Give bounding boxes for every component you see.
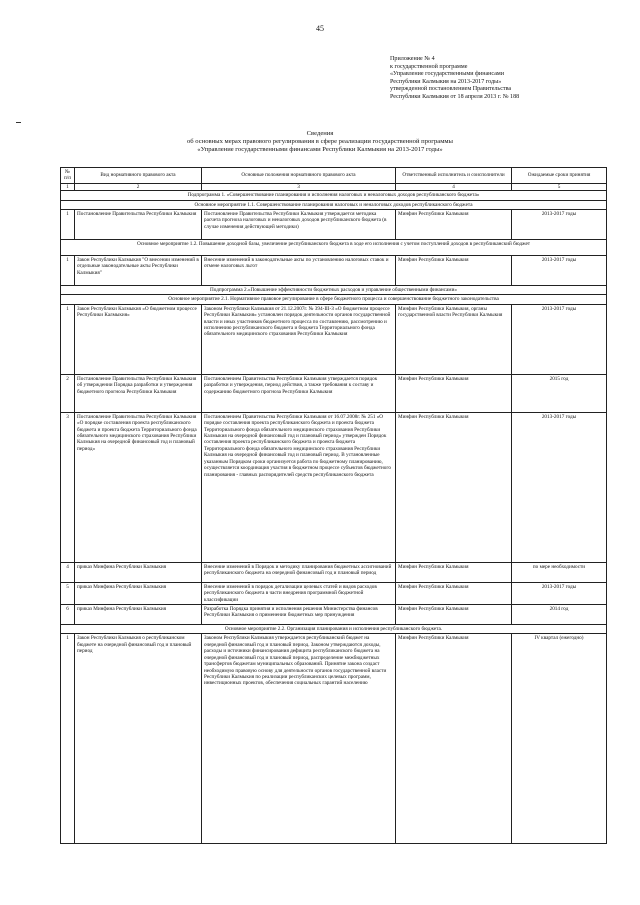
act-type-cell: приказ Минфина Республики Калмыкия: [75, 605, 202, 625]
column-number: 3: [202, 183, 396, 190]
act-type-cell: Постановление Правительства Республики Калмыкия «О порядке составления проекта республиканского бюджета и проекта бюджета Территориального фонда обязательного медицинского страхования Республики Калмыкия на очередной финансовый год и плановый период»: [75, 412, 202, 562]
title-line: об основных мерах правового регулирования в сфере реализации государственной программы: [187, 138, 453, 146]
section-row: [61, 191, 607, 200]
column-number: 4: [396, 183, 512, 190]
act-content-cell: Постановлением Правительства Республики Калмыкия от 16.07.2008г. № 251 «О порядке составления проекта республиканского бюджета и проекта бюджета Территориального фонда обязательного медицинского страхования Республики Калмыкия на очередной финансовый год и плановый период» утвержден Порядок составления проекта республиканского бюджета и проекта бюджета Территориального фонда обязательного медицинского страхования Республики Калмыкия на очередной финансовый год и плановый период. В установленные указанным Порядком сроки организуется работа по бюджетному планированию, осуществляется координация участия в бюджетном процессе субъектов бюджетного планирования - главных распорядителей средств республиканского бюджета: [202, 412, 396, 562]
term-cell: 2013-2017 годы: [512, 304, 607, 374]
column-number-row: [61, 183, 607, 190]
header-cell: Вид нормативного правового акта: [75, 168, 202, 184]
act-content-cell: Законом Республики Калмыкия утверждается республиканский бюджет на очередной финансовый год и плановый период. Законом утверждаются доходы, расходы и источники финансирования дефицита республиканского бюджета на очередной финансовый год и плановый период, распределение межбюджетных трансфертов бюджетам муниципальных образований. Принятие закона создаст необходимую правовую основу для деятельности органов государственной власти Республики Калмыкия по реализации республиканских целевых программ, инвестиционных проектов, обеспечения социальных гарантий населению: [202, 634, 396, 844]
term-cell: по мере необходимости: [512, 562, 607, 582]
act-content-cell: Внесение изменений в порядок детализации целевых статей и видов расходов республиканского бюджета в части внедрения программной бюджетной классификации: [202, 582, 396, 604]
margin-mark: [16, 122, 21, 123]
section-title: Основное мероприятие 2.1. Нормативное правовое регулирование в сфере бюджетного процесса и совершенствование бюджетного законодательства: [61, 295, 607, 304]
appendix-line: к государственной программе: [390, 63, 468, 70]
appendix-line: Республики Калмыкия на 2013-2017 годы»: [390, 78, 502, 85]
table-row: [61, 412, 607, 562]
executor-cell: Минфин Республики Калмыкия: [396, 256, 512, 286]
act-content-cell: Постановление Правительства Республики Калмыкия утверждается методика расчета прогноза налоговых и неналоговых доходов республиканского бюджета (в случае изменения действующей методики): [202, 210, 396, 240]
section-row: [61, 286, 607, 295]
table-row: [61, 562, 607, 582]
act-content-cell: Законом Республики Калмыкия от 21.12.2007г. № 394-III-З «О бюджетном процессе Республики Калмыкия» установлен порядок деятельности органов государственной власти и иных участников бюджетного процесса по составлению, рассмотрению и исполнению республиканского бюджета и бюджета Территориального фонда обязательного медицинского страхования Республики Калмыкия: [202, 304, 396, 374]
row-number: 4: [61, 562, 75, 582]
act-type-cell: Закон Республики Калмыкия "О внесении изменений в отдельные законодательные акты Республики Калмыкия": [75, 256, 202, 286]
section-row: [61, 240, 607, 256]
header-cell: Ожидаемые сроки принятия: [512, 168, 607, 184]
executor-cell: Минфин Республики Калмыкия: [396, 412, 512, 562]
term-cell: 2013-2017 годы: [512, 412, 607, 562]
section-row: [61, 625, 607, 634]
appendix-line: Приложение № 4: [390, 56, 435, 62]
title-line: Сведения: [306, 130, 334, 137]
executor-cell: Минфин Республики Калмыкия: [396, 634, 512, 844]
table-row: [61, 256, 607, 286]
act-content-cell: Разработка Порядка принятия и исполнения решения Министерства финансов Республики Калмыкия о применении бюджетных мер принуждения: [202, 605, 396, 625]
act-content-cell: Внесение изменений в законодательные акты по установлению налоговых ставок и отмене налоговых льгот: [202, 256, 396, 286]
table-row: [61, 210, 607, 240]
table-row: [61, 605, 607, 625]
column-number: 2: [75, 183, 202, 190]
act-content-cell: Постановлением Правительства Республики Калмыкия утверждается порядок разработки и утверждения, период действия, а также требования к составу и содержанию бюджетного прогноза Республики Калмыкия: [202, 374, 396, 412]
row-number: 6: [61, 605, 75, 625]
appendix-block: [390, 56, 630, 102]
row-number: 2: [61, 374, 75, 412]
column-number: 1: [61, 183, 75, 190]
appendix-line: «Управление государственными финансами: [390, 71, 505, 78]
table-row: [61, 374, 607, 412]
row-number: 5: [61, 582, 75, 604]
section-title: Основное мероприятие 2.2. Организация планирования и исполнения республиканского бюджета.: [61, 625, 607, 634]
section-title: Подпрограмма 1. «Совершенствование планирования и исполнения налоговых и неналоговых доходов республиканского бюджета»: [61, 191, 607, 200]
table-row: [61, 582, 607, 604]
act-type-cell: приказ Минфина Республики Калмыкия: [75, 582, 202, 604]
executor-cell: Минфин Республики Калмыкия: [396, 374, 512, 412]
executor-cell: Минфин Республики Калмыкия: [396, 582, 512, 604]
term-cell: 2013-2017 годы: [512, 256, 607, 286]
section-title: Основное мероприятие 1.1. Совершенствование планирования налоговых и неналоговых доходов республиканского бюджета: [61, 200, 607, 209]
term-cell: 2015 год: [512, 374, 607, 412]
act-type-cell: Закон Республики Калмыкия «О бюджетном процессе Республики Калмыкия»: [75, 304, 202, 374]
section-row: [61, 200, 607, 209]
column-number: 5: [512, 183, 607, 190]
row-number: 1: [61, 304, 75, 374]
header-cell: Ответственный исполнитель и соисполнители: [396, 168, 512, 184]
executor-cell: Минфин Республики Калмыкия: [396, 562, 512, 582]
executor-cell: Минфин Республики Калмыкия: [396, 210, 512, 240]
row-number: 1: [61, 256, 75, 286]
row-number: 1: [61, 634, 75, 844]
act-type-cell: Постановление Правительства Республики Калмыкия об утверждении Порядка разработки и утверждения бюджетного прогноза Республики Калмыкия: [75, 374, 202, 412]
measures-table: [60, 167, 607, 844]
section-row: [61, 295, 607, 304]
act-content-cell: Внесение изменений в Порядок и методику планирования бюджетных ассигнований республиканского бюджета на очередной финансовый год и плановый период: [202, 562, 396, 582]
header-cell: № п/п: [61, 168, 75, 184]
table-body: [61, 191, 607, 844]
document-title: [60, 130, 580, 155]
term-cell: 2014 год: [512, 605, 607, 625]
executor-cell: Минфин Республики Калмыкия: [396, 605, 512, 625]
page-number: 45: [316, 24, 324, 33]
header-row: [61, 168, 607, 184]
header-cell: Основные положения нормативного правового акта: [202, 168, 396, 184]
section-title: Основное мероприятие 1.2. Повышение доходной базы, увеличение республиканского бюджета в ходе его исполнения с учетом поступлений доходов в республиканский бюджет: [61, 240, 607, 256]
title-line: «Управление государственными финансами Республики Калмыкия на 2013-2017 годы»: [197, 146, 443, 154]
table-row: [61, 304, 607, 374]
row-number: 1: [61, 210, 75, 240]
executor-cell: Минфин Республики Калмыкия, органы государственной власти Республики Калмыкия: [396, 304, 512, 374]
act-type-cell: Закон Республики Калмыкия о республиканском бюджете на очередной финансовый год и плановый период: [75, 634, 202, 844]
appendix-line: Республики Калмыкия от 18 апреля 2013 г. № 188: [390, 93, 520, 100]
table-row: [61, 634, 607, 844]
term-cell: 2013-2017 годы: [512, 210, 607, 240]
section-title: Подпрограмма 2.«Повышение эффективности бюджетных расходов и управление общественными финансами»: [61, 286, 607, 295]
act-type-cell: Постановление Правительства Республики Калмыкия: [75, 210, 202, 240]
term-cell: IV квартал (ежегодно): [512, 634, 607, 844]
row-number: 3: [61, 412, 75, 562]
appendix-line: утвержденной постановлением Правительства: [390, 86, 512, 93]
term-cell: 2013-2017 годы: [512, 582, 607, 604]
act-type-cell: приказ Минфина Республики Калмыкия: [75, 562, 202, 582]
